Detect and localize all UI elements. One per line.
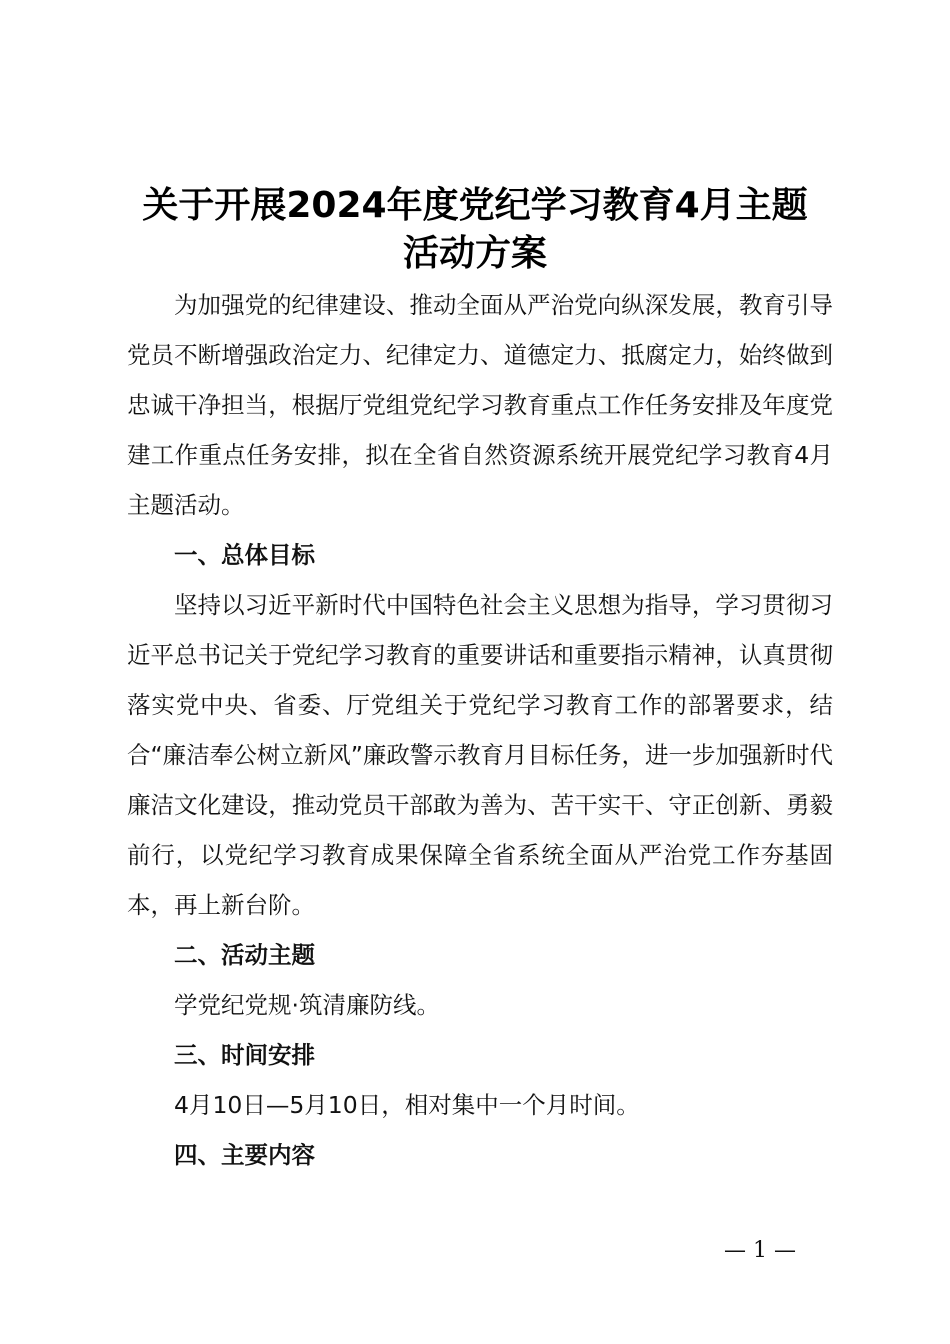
section-text-schedule: 4月10日—5月10日，相对集中一个月时间。 bbox=[174, 1091, 640, 1119]
section-heading-schedule: 三、时间安排 bbox=[174, 1041, 315, 1069]
section-text-goals: 坚持以习近平新时代中国特色社会主义思想为指导，学习贯彻习近平总书记关于党纪学习教育的重要讲话和重要指示精神，认真贯彻落实党中央、省委、厅党组关于党纪学习教育工作的部署要求，结合“廉洁奉公树立新风”廉政警示教育月目标任务，进一步加强新时代廉洁文化建设，推动党员干部敢为善为、苦干实干、守正创新、勇毅前行，以党纪学习教育成果保障全省系统全面从严治党工作夯基固本，再上新台阶。 bbox=[127, 591, 833, 919]
section-heading-theme: 二、活动主题 bbox=[174, 941, 315, 969]
section-heading-content: 四、主要内容 bbox=[174, 1141, 315, 1169]
intro-paragraph: 为加强党的纪律建设、推动全面从严治党向纵深发展，教育引导党员不断增强政治定力、纪律定力、道德定力、抵腐定力，始终做到忠诚干净担当，根据厅党组党纪学习教育重点工作任务安排及年度党建工作重点任务安排，拟在全省自然资源系统开展党纪学习教育4月主题活动。 bbox=[127, 291, 833, 519]
section-heading-goals: 一、总体目标 bbox=[174, 541, 315, 569]
document-title-line-1: 关于开展2024年度党纪学习教育4月主题 bbox=[142, 185, 808, 226]
document-body bbox=[127, 280, 833, 1180]
section-text-theme: 学党纪党规·筑清廉防线。 bbox=[174, 991, 440, 1019]
page-number: — 1 — bbox=[724, 1238, 796, 1263]
document-title-line-2: 活动方案 bbox=[402, 233, 547, 274]
